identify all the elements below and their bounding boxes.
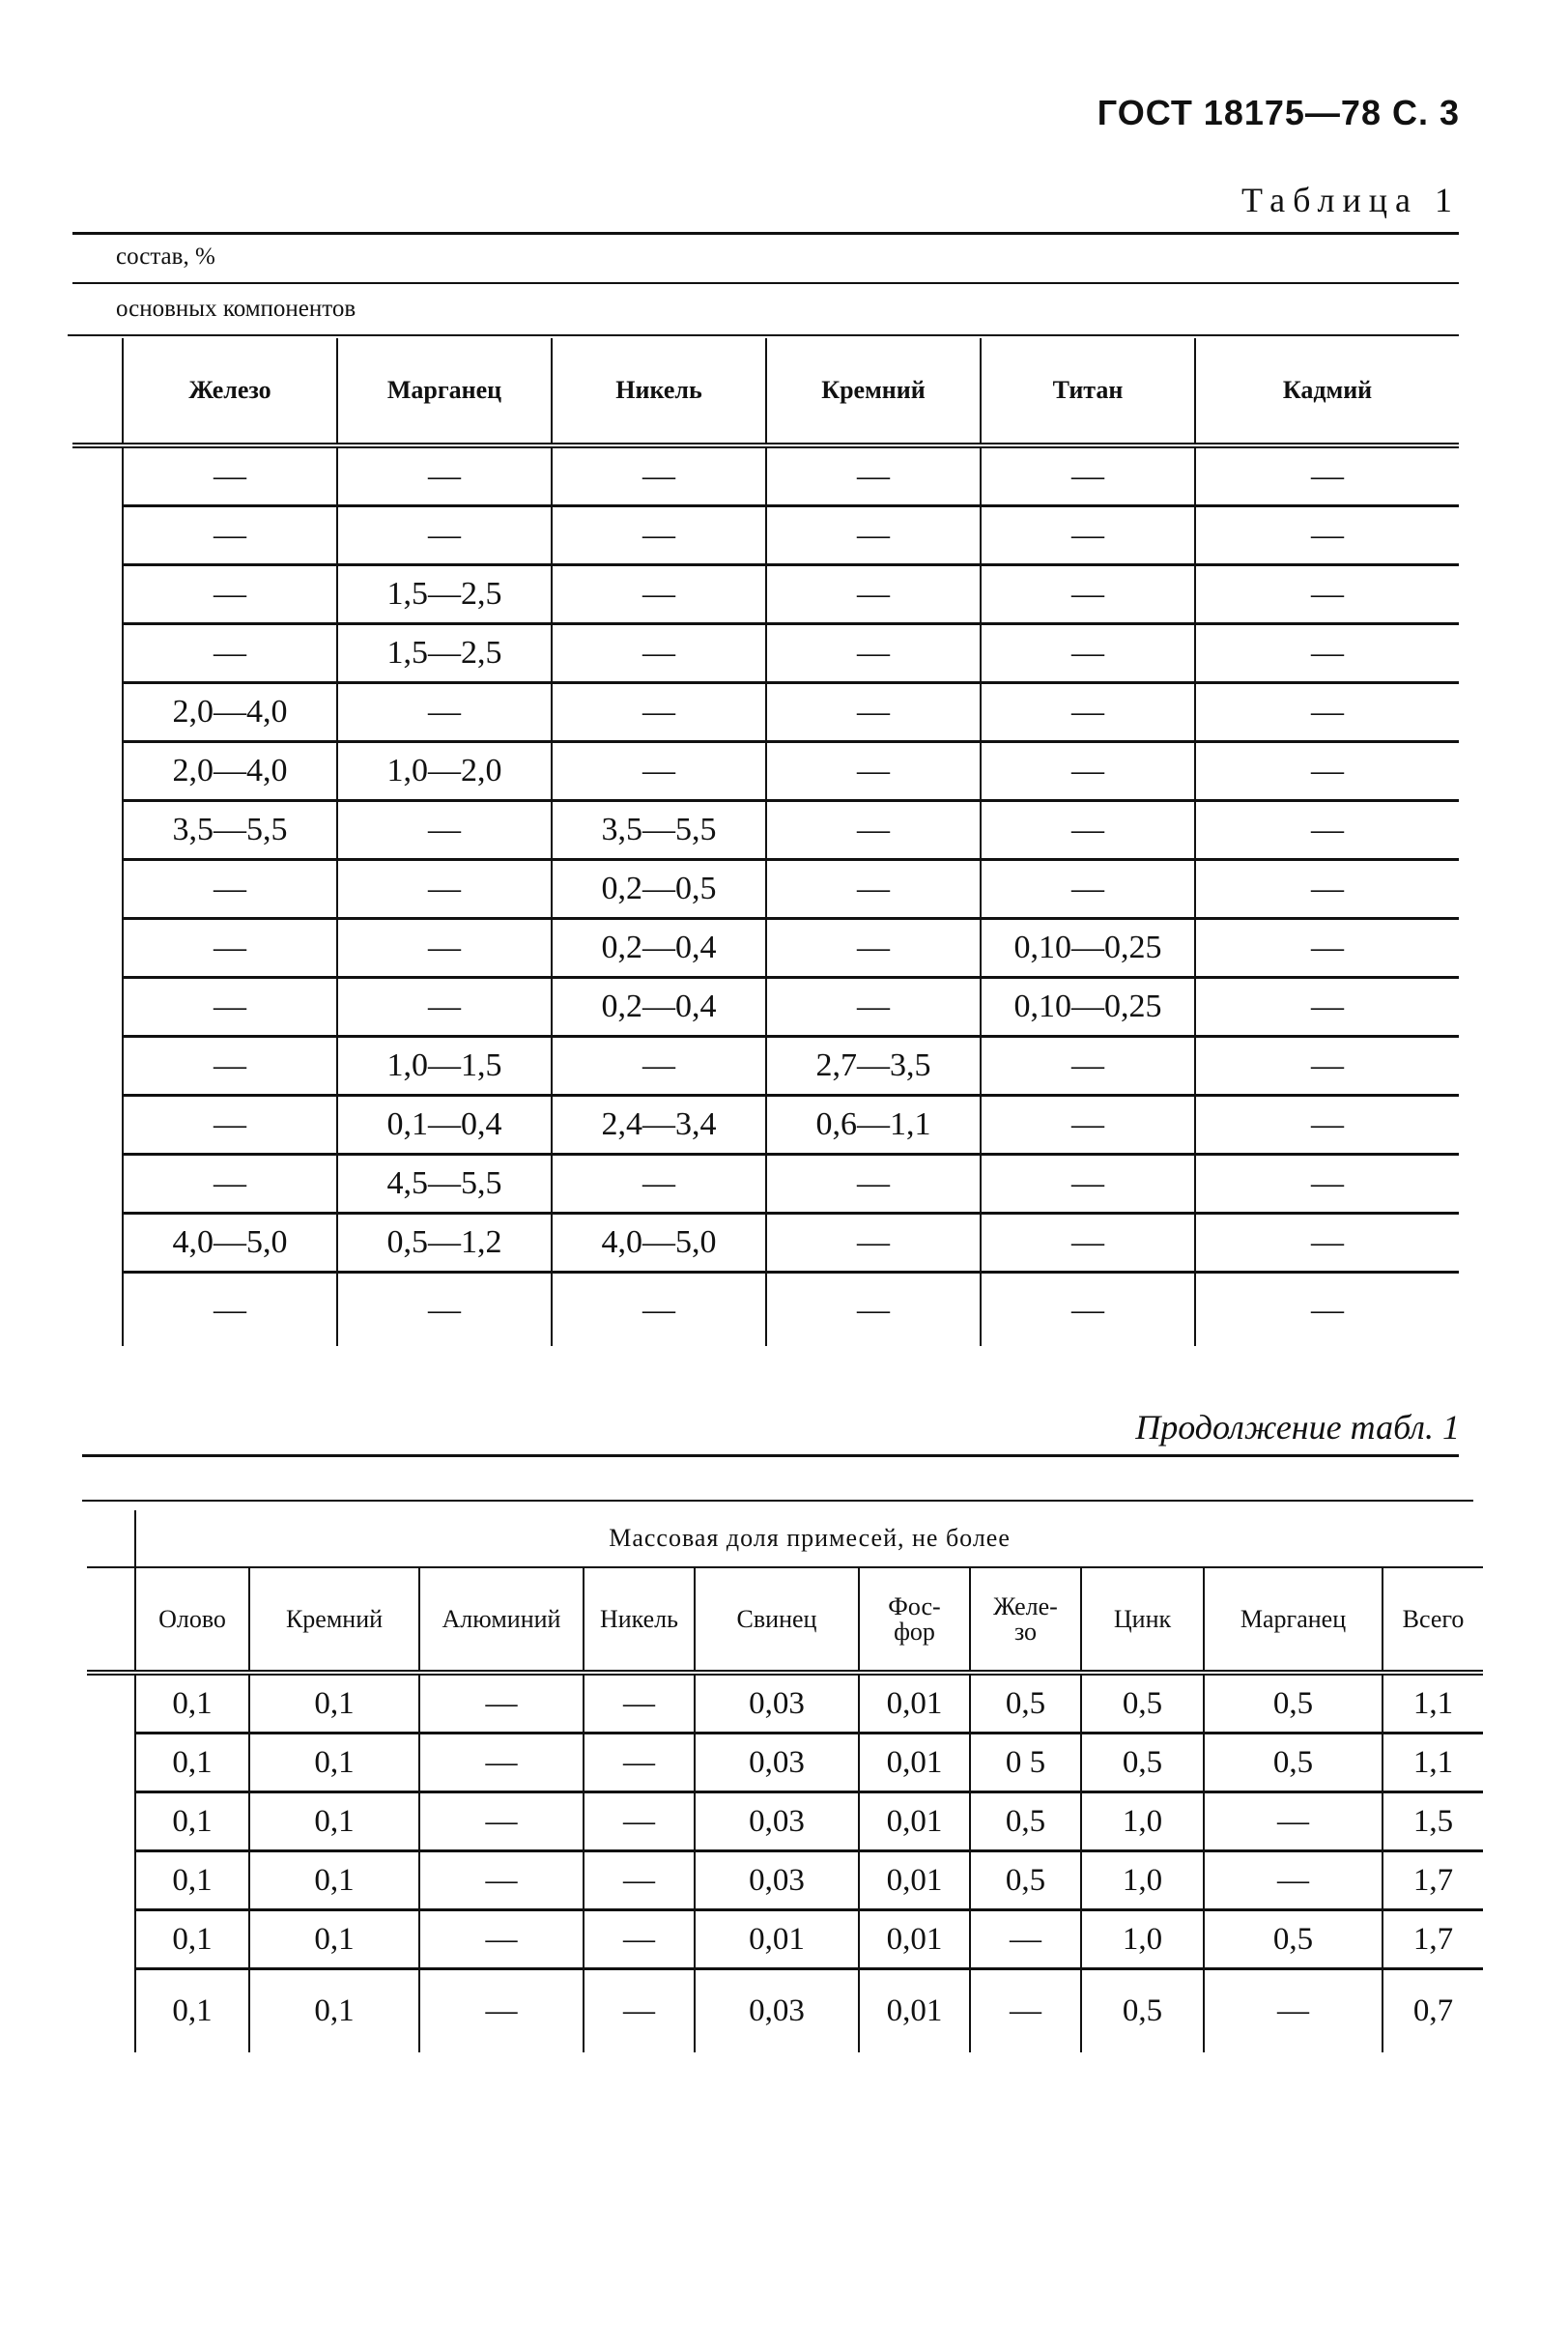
- table-row: [87, 1673, 1483, 1734]
- table-cell: —: [766, 1155, 981, 1214]
- table-cell: 0,1: [249, 1910, 419, 1969]
- table-cell: 0,01: [859, 1792, 970, 1851]
- row-spacer: [87, 1910, 135, 1969]
- table-cell: —: [1195, 978, 1459, 1037]
- table1-column-header: Кадмий: [1195, 338, 1459, 445]
- table-cell: 3,5—5,5: [552, 801, 766, 860]
- table-cell: —: [552, 1155, 766, 1214]
- row-spacer: [72, 860, 123, 919]
- header-line: фор: [894, 1617, 935, 1646]
- table-row: [72, 683, 1459, 742]
- table-cell: 1,0: [1081, 1792, 1204, 1851]
- table2-blank-header: [87, 1510, 135, 1567]
- table2-column-header: [135, 1567, 249, 1673]
- table-cell: —: [337, 506, 552, 565]
- table-row: [72, 1273, 1459, 1347]
- table-cell: —: [584, 1910, 695, 1969]
- table-cell: —: [552, 565, 766, 624]
- table-cell: 2,0—4,0: [123, 683, 337, 742]
- table-cell: 0,1: [135, 1792, 249, 1851]
- table-cell: 0,5: [1204, 1910, 1383, 1969]
- table-cell: 0,2—0,4: [552, 978, 766, 1037]
- table-cell: —: [1195, 1155, 1459, 1214]
- header-line: Алюминий: [442, 1604, 561, 1633]
- table1-blank-header: [72, 338, 123, 445]
- row-spacer: [87, 1851, 135, 1910]
- table2-column-header: [584, 1567, 695, 1673]
- table-row: [87, 1734, 1483, 1792]
- table-cell: —: [970, 1969, 1081, 2053]
- table-cell: 0,01: [859, 1969, 970, 2053]
- table-cell: —: [123, 1037, 337, 1096]
- table-row: [87, 1851, 1483, 1910]
- table-cell: —: [766, 978, 981, 1037]
- table-row: [72, 1037, 1459, 1096]
- table-cell: 1,0—2,0: [337, 742, 552, 801]
- table-cell: —: [337, 919, 552, 978]
- table-cell: —: [766, 860, 981, 919]
- table-cell: 0,5: [1081, 1734, 1204, 1792]
- row-spacer: [87, 1734, 135, 1792]
- table-cell: —: [766, 919, 981, 978]
- table-cell: —: [981, 506, 1195, 565]
- table-cell: —: [584, 1969, 695, 2053]
- table-row: [72, 860, 1459, 919]
- table-cell: —: [1195, 919, 1459, 978]
- table-cell: 0,03: [695, 1792, 859, 1851]
- table-cell: 2,7—3,5: [766, 1037, 981, 1096]
- table-cell: 0,1: [249, 1851, 419, 1910]
- header-line: Цинк: [1113, 1604, 1172, 1633]
- table2-column-header: [1081, 1567, 1204, 1673]
- table-cell: —: [766, 445, 981, 506]
- row-spacer: [72, 683, 123, 742]
- table-cell: —: [123, 919, 337, 978]
- row-spacer: [72, 1273, 123, 1347]
- table-cell: —: [981, 860, 1195, 919]
- table2-column-header: [695, 1567, 859, 1673]
- table-cell: —: [419, 1792, 584, 1851]
- table-cell: —: [1195, 445, 1459, 506]
- table-cell: —: [552, 1037, 766, 1096]
- table-cell: —: [419, 1851, 584, 1910]
- table-cell: —: [123, 978, 337, 1037]
- table-cell: —: [123, 1096, 337, 1155]
- table-cell: 0,01: [695, 1910, 859, 1969]
- header-line: Желе-: [993, 1591, 1058, 1620]
- table-cell: 0,5: [970, 1792, 1081, 1851]
- table-row: [72, 565, 1459, 624]
- table-cell: —: [123, 1155, 337, 1214]
- table-cell: —: [584, 1673, 695, 1734]
- header-line: Фос-: [888, 1591, 941, 1620]
- table-cell: —: [584, 1851, 695, 1910]
- table-cell: 1,0: [1081, 1910, 1204, 1969]
- row-spacer: [72, 506, 123, 565]
- table-cell: 0,5: [970, 1851, 1081, 1910]
- table-cell: 0 5: [970, 1734, 1081, 1792]
- table-cell: —: [419, 1910, 584, 1969]
- table2: [87, 1510, 1483, 2052]
- table-cell: 0,2—0,4: [552, 919, 766, 978]
- header-line: Олово: [158, 1604, 226, 1633]
- table-cell: 0,5—1,2: [337, 1214, 552, 1273]
- table-cell: —: [766, 801, 981, 860]
- table-cell: —: [337, 978, 552, 1037]
- table-cell: —: [419, 1734, 584, 1792]
- table-cell: —: [766, 506, 981, 565]
- table-cell: 0,1: [249, 1734, 419, 1792]
- table-cell: —: [981, 683, 1195, 742]
- table-cell: —: [981, 1155, 1195, 1214]
- table-cell: 0,5: [1204, 1673, 1383, 1734]
- row-spacer: [72, 624, 123, 683]
- table-cell: —: [1195, 1037, 1459, 1096]
- table-cell: 0,01: [859, 1910, 970, 1969]
- table-row: [72, 1155, 1459, 1214]
- row-spacer: [72, 801, 123, 860]
- table-cell: 4,5—5,5: [337, 1155, 552, 1214]
- table-cell: 0,2—0,5: [552, 860, 766, 919]
- table-cell: 0,5: [1081, 1673, 1204, 1734]
- table2-divider: [82, 1500, 1473, 1502]
- table1-column-header: Никель: [552, 338, 766, 445]
- table-cell: —: [970, 1910, 1081, 1969]
- table-row: [72, 1214, 1459, 1273]
- table-cell: —: [1195, 506, 1459, 565]
- table1-divider: [72, 282, 1459, 284]
- row-spacer: [87, 1673, 135, 1734]
- header-line: Свинец: [736, 1604, 817, 1633]
- table-cell: —: [419, 1673, 584, 1734]
- table-cell: —: [766, 1214, 981, 1273]
- table-cell: —: [766, 1273, 981, 1347]
- header-line: зо: [1013, 1617, 1038, 1646]
- row-spacer: [72, 445, 123, 506]
- table-cell: 2,0—4,0: [123, 742, 337, 801]
- table-cell: —: [981, 624, 1195, 683]
- table-cell: 0,1: [135, 1673, 249, 1734]
- table-row: [87, 1910, 1483, 1969]
- table-row: [72, 742, 1459, 801]
- table2-group-header: Массовая доля примесей, не более: [135, 1510, 1483, 1567]
- table2-column-header: [970, 1567, 1081, 1673]
- table-row: [87, 1969, 1483, 2053]
- table2-column-header: [249, 1567, 419, 1673]
- table-cell: —: [981, 565, 1195, 624]
- header-line: Марганец: [1240, 1604, 1347, 1633]
- table-cell: 1,5—2,5: [337, 624, 552, 683]
- table-cell: 0,1: [135, 1734, 249, 1792]
- table-cell: —: [123, 1273, 337, 1347]
- table-cell: —: [337, 1273, 552, 1347]
- table-row: [72, 978, 1459, 1037]
- table-cell: 1,7: [1383, 1851, 1483, 1910]
- table-cell: —: [1195, 742, 1459, 801]
- table-row: [72, 801, 1459, 860]
- table-row: [72, 919, 1459, 978]
- header-line: Всего: [1402, 1604, 1465, 1633]
- table2-top-rule: [82, 1454, 1459, 1457]
- table-cell: 4,0—5,0: [552, 1214, 766, 1273]
- table-cell: —: [123, 565, 337, 624]
- table-cell: 3,5—5,5: [123, 801, 337, 860]
- row-spacer: [87, 1792, 135, 1851]
- table-cell: —: [584, 1792, 695, 1851]
- table-cell: 0,6—1,1: [766, 1096, 981, 1155]
- table-cell: —: [1195, 624, 1459, 683]
- table1-column-header: Железо: [123, 338, 337, 445]
- table-cell: —: [337, 860, 552, 919]
- table1: [72, 338, 1459, 1346]
- table1-composition-header: состав, %: [116, 244, 215, 270]
- table-cell: —: [337, 683, 552, 742]
- table-cell: —: [981, 801, 1195, 860]
- table-cell: 4,0—5,0: [123, 1214, 337, 1273]
- table-cell: 0,1: [135, 1910, 249, 1969]
- table-cell: —: [1195, 1273, 1459, 1347]
- table-cell: 0,03: [695, 1673, 859, 1734]
- table-cell: —: [552, 445, 766, 506]
- table-cell: 1,1: [1383, 1734, 1483, 1792]
- row-spacer: [72, 978, 123, 1037]
- table-cell: —: [337, 445, 552, 506]
- table-cell: —: [123, 506, 337, 565]
- table-cell: —: [1195, 1096, 1459, 1155]
- table-cell: —: [1204, 1851, 1383, 1910]
- table2-column-header: [1204, 1567, 1383, 1673]
- table1-main-components-header: основных компонентов: [116, 296, 356, 322]
- table1-top-rule: [72, 232, 1459, 235]
- table-cell: 1,5: [1383, 1792, 1483, 1851]
- table-cell: —: [552, 1273, 766, 1347]
- row-spacer: [87, 1969, 135, 2053]
- table-cell: 0,10—0,25: [981, 978, 1195, 1037]
- row-spacer: [72, 1037, 123, 1096]
- table-cell: —: [552, 742, 766, 801]
- table-cell: —: [1195, 1214, 1459, 1273]
- table-cell: —: [981, 445, 1195, 506]
- table-cell: —: [1195, 860, 1459, 919]
- row-spacer: [72, 919, 123, 978]
- table-cell: 0,1—0,4: [337, 1096, 552, 1155]
- table-cell: 0,5: [970, 1673, 1081, 1734]
- table2-column-header: [1383, 1567, 1483, 1673]
- table-cell: —: [981, 1037, 1195, 1096]
- table-cell: —: [766, 742, 981, 801]
- table-cell: —: [766, 624, 981, 683]
- table-row: [72, 624, 1459, 683]
- table1-divider: [68, 334, 1459, 336]
- table-cell: 0,01: [859, 1851, 970, 1910]
- table1-column-header: Титан: [981, 338, 1195, 445]
- table-cell: 1,7: [1383, 1910, 1483, 1969]
- table-cell: —: [981, 742, 1195, 801]
- row-spacer: [72, 565, 123, 624]
- table-cell: 0,03: [695, 1969, 859, 2053]
- table-cell: —: [552, 624, 766, 683]
- table-cell: —: [981, 1273, 1195, 1347]
- table-cell: —: [1195, 801, 1459, 860]
- table-cell: 0,5: [1081, 1969, 1204, 2053]
- table-cell: 1,1: [1383, 1673, 1483, 1734]
- table-cell: —: [981, 1096, 1195, 1155]
- table-cell: —: [981, 1214, 1195, 1273]
- table1-column-header: Кремний: [766, 338, 981, 445]
- table2-column-header: [419, 1567, 584, 1673]
- header-line: Кремний: [285, 1604, 384, 1633]
- row-spacer: [72, 742, 123, 801]
- table-cell: —: [123, 624, 337, 683]
- header-line: Никель: [599, 1604, 679, 1633]
- table-cell: 0,1: [249, 1673, 419, 1734]
- table-cell: —: [1204, 1969, 1383, 2053]
- table-cell: —: [1204, 1792, 1383, 1851]
- table-cell: —: [419, 1969, 584, 2053]
- table-cell: —: [1195, 683, 1459, 742]
- table-row: [72, 506, 1459, 565]
- table-cell: 0,01: [859, 1734, 970, 1792]
- table-cell: 0,5: [1204, 1734, 1383, 1792]
- row-spacer: [72, 1214, 123, 1273]
- table-cell: 0,7: [1383, 1969, 1483, 2053]
- table-cell: 2,4—3,4: [552, 1096, 766, 1155]
- table1-column-header: Марганец: [337, 338, 552, 445]
- row-spacer: [72, 1096, 123, 1155]
- table-cell: —: [766, 683, 981, 742]
- table-cell: —: [766, 565, 981, 624]
- table2-column-header: [859, 1567, 970, 1673]
- table-cell: 1,0—1,5: [337, 1037, 552, 1096]
- table-cell: —: [123, 445, 337, 506]
- table-cell: —: [337, 801, 552, 860]
- table-cell: —: [552, 506, 766, 565]
- table-cell: 0,1: [249, 1969, 419, 2053]
- row-spacer: [72, 1155, 123, 1214]
- table-cell: —: [1195, 565, 1459, 624]
- table-cell: 0,1: [249, 1792, 419, 1851]
- table-cell: 1,0: [1081, 1851, 1204, 1910]
- table-cell: 0,03: [695, 1734, 859, 1792]
- table-cell: 1,5—2,5: [337, 565, 552, 624]
- table-cell: 0,10—0,25: [981, 919, 1195, 978]
- table-row: [72, 1096, 1459, 1155]
- table1-title: Таблица 1: [1241, 181, 1460, 219]
- table-cell: —: [552, 683, 766, 742]
- page-header: ГОСТ 18175—78 С. 3: [1097, 93, 1460, 132]
- table-row: [72, 445, 1459, 506]
- table-cell: 0,03: [695, 1851, 859, 1910]
- table-cell: 0,1: [135, 1969, 249, 2053]
- table2-blank-header: [87, 1567, 135, 1673]
- table-cell: 0,1: [135, 1851, 249, 1910]
- table-cell: 0,01: [859, 1673, 970, 1734]
- table-row: [87, 1792, 1483, 1851]
- table-cell: —: [123, 860, 337, 919]
- table-cell: —: [584, 1734, 695, 1792]
- table-continuation-title: Продолжение табл. 1: [1135, 1408, 1460, 1447]
